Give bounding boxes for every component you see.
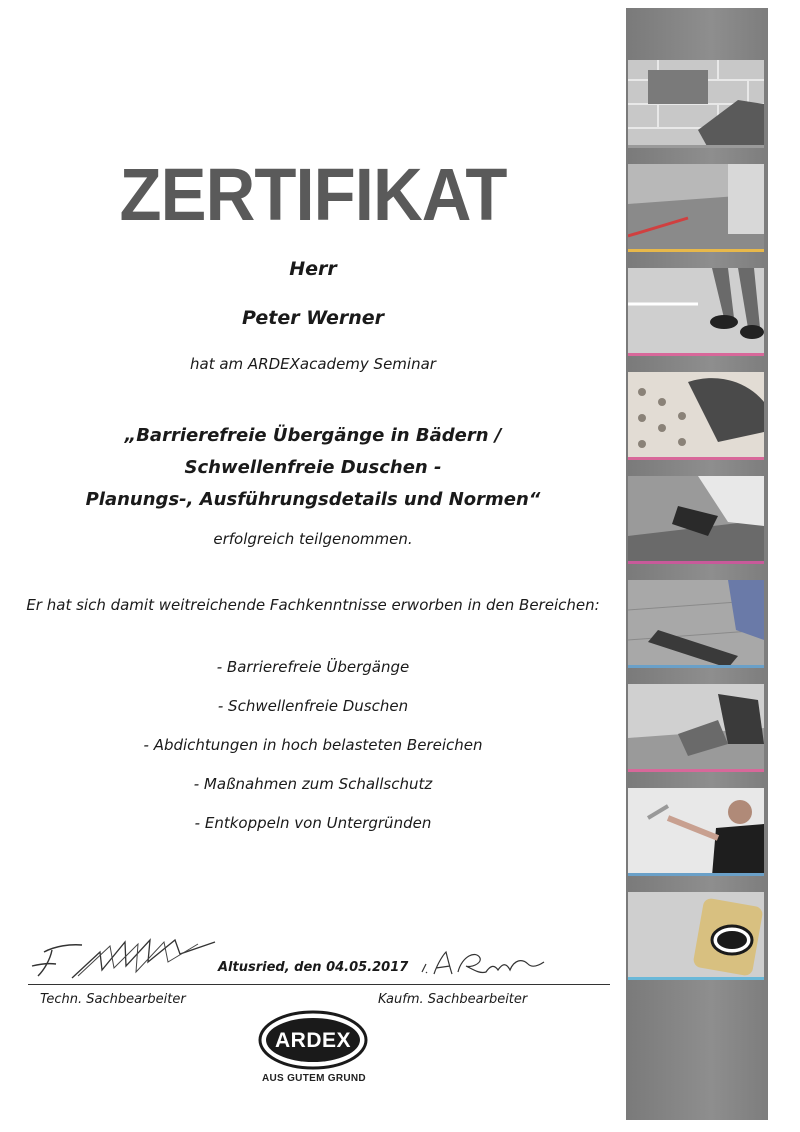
list-item: - Schwellenfreie Duschen xyxy=(217,697,409,715)
photo-tile-9 xyxy=(628,892,764,980)
salutation: Herr xyxy=(289,258,337,280)
areas-intro: Er hat sich damit weitreichende Fachkenntnisse erworben in den Bereichen: xyxy=(26,596,600,614)
intro-text: hat am ARDEXacademy Seminar xyxy=(190,355,436,373)
certificate-title: ZERTIFIKAT xyxy=(119,153,507,236)
technical-role-label: Techn. Sachbearbeiter xyxy=(40,992,186,1007)
photo-tile-3 xyxy=(628,268,764,356)
svg-text:ARDEX: ARDEX xyxy=(274,1029,352,1052)
photo-tile-4 xyxy=(628,372,764,460)
list-item: - Maßnahmen zum Schallschutz xyxy=(193,775,433,793)
seminar-title xyxy=(0,420,626,516)
list-item: - Barrierefreie Übergänge xyxy=(216,658,410,676)
photo-strip xyxy=(626,8,768,1120)
list-item: - Entkoppeln von Untergründen xyxy=(194,814,432,832)
ardex-logo xyxy=(258,1010,368,1070)
areas-list xyxy=(0,648,626,843)
commercial-role-label: Kaufm. Sachbearbeiter xyxy=(378,992,528,1007)
seminar-title-line: Schwellenfreie Duschen - xyxy=(184,457,442,478)
photo-tile-6 xyxy=(628,580,764,668)
photo-tile-5 xyxy=(628,476,764,564)
right-signature xyxy=(418,942,548,982)
place-date: Altusried, den 04.05.2017 xyxy=(218,960,409,975)
photo-tile-1 xyxy=(628,60,764,148)
photo-tile-7 xyxy=(628,684,764,772)
recipient-name: Peter Werner xyxy=(241,307,385,329)
photo-tile-8 xyxy=(628,788,764,876)
left-signature xyxy=(30,932,220,982)
signature-line xyxy=(28,984,610,985)
seminar-title-line: „Barrierefreie Übergänge in Bädern / xyxy=(124,425,502,446)
brand-tagline: AUS GUTEM GRUND xyxy=(262,1073,366,1084)
success-text: erfolgreich teilgenommen. xyxy=(213,530,413,548)
photo-tile-2 xyxy=(628,164,764,252)
list-item: - Abdichtungen in hoch belasteten Bereichen xyxy=(143,736,483,754)
seminar-title-line: Planungs-, Ausführungsdetails und Normen“ xyxy=(85,489,541,510)
